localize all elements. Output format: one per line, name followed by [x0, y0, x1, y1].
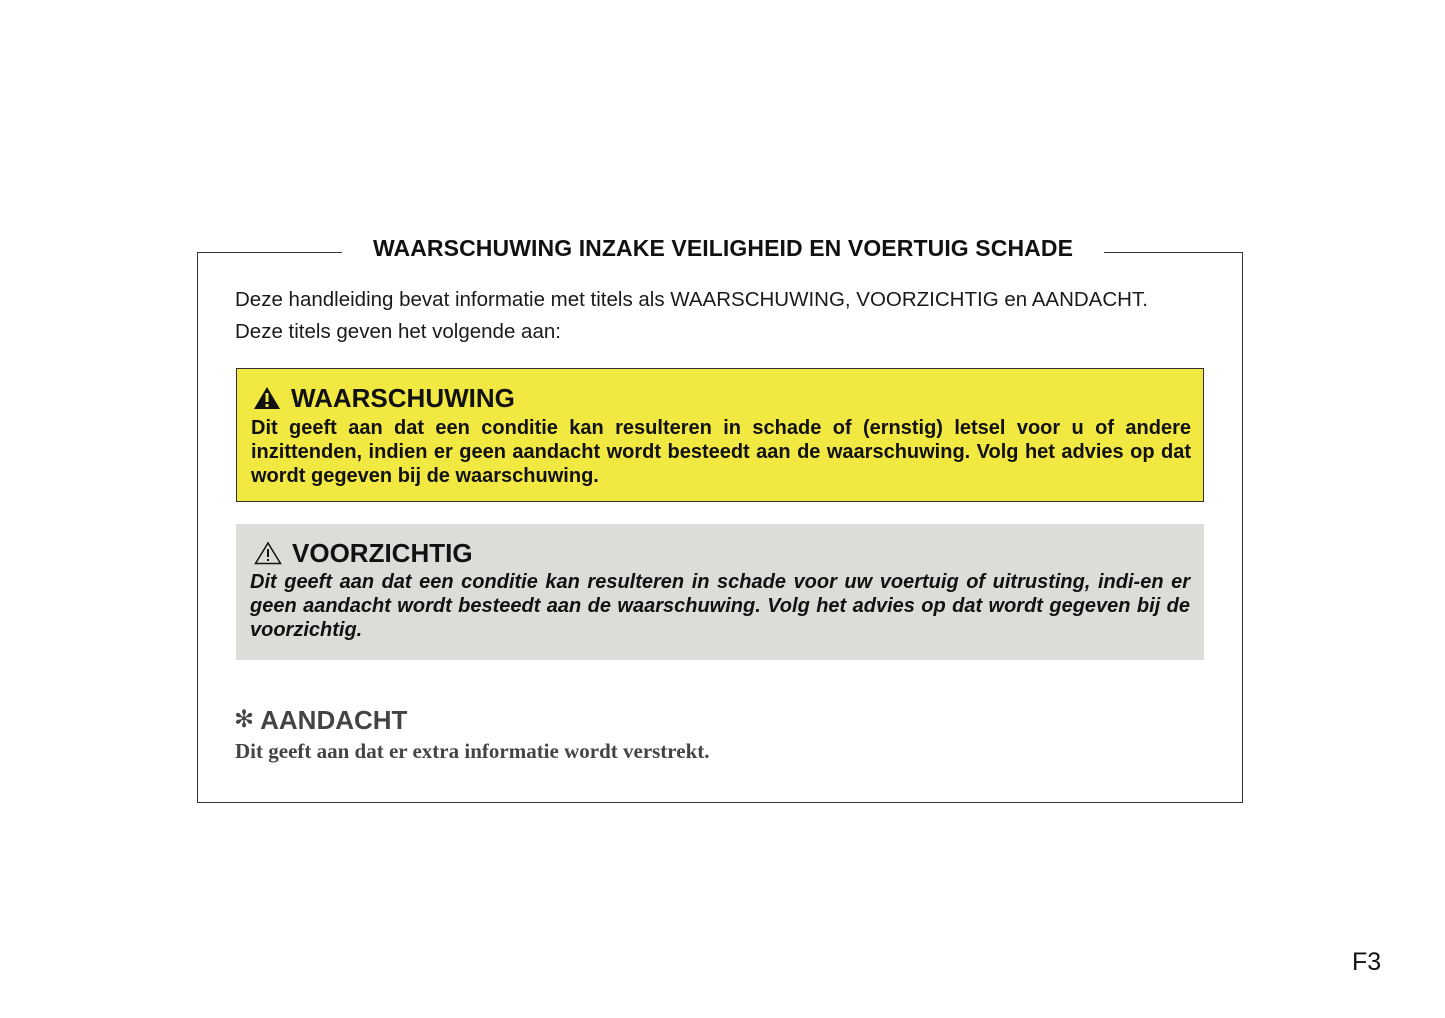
page-number: F3: [1352, 948, 1382, 976]
caution-heading: [254, 538, 473, 568]
caution-triangle-outline-icon: [254, 541, 282, 565]
warning-heading-label: WAARSCHUWING: [291, 383, 515, 413]
intro-text: [235, 284, 1225, 348]
warning-body: Dit geeft aan dat een conditie kan resulteren in schade of (ernstig) letsel voor u of andere inzittenden, indien er geen aandacht wordt besteedt aan de waarschuwing. Volg het advies op dat wordt gegeven bij de waarschuwing.: [251, 417, 1191, 487]
warning-box: [236, 368, 1204, 502]
note-body: Dit geeft aan dat er extra informatie wordt verstrekt.: [235, 739, 710, 763]
caution-body: Dit geeft aan dat een conditie kan resulteren in schade voor uw voertuig of uitrusting, indi-en er geen aandacht wordt besteedt aan de waarschuwing. Volg het advies op dat wordt gegeven bij de voorzichtig.: [250, 571, 1190, 641]
section-title: WAARSCHUWING INZAKE VEILIGHEID EN VOERTUIG SCHADE: [342, 233, 1104, 263]
note-heading: [234, 704, 407, 736]
caution-heading-label: VOORZICHTIG: [292, 538, 473, 568]
warning-triangle-filled-icon: [253, 386, 281, 410]
note-heading-label: AANDACHT: [260, 705, 408, 735]
intro-line-1: Deze handleiding bevat informatie met titels als WAARSCHUWING, VOORZICHTIG en AANDACHT.: [235, 288, 1148, 311]
warning-heading: [253, 383, 515, 413]
caution-box: [236, 524, 1204, 660]
asterisk-icon: ✻: [234, 706, 255, 733]
intro-line-2: Deze titels geven het volgende aan:: [235, 320, 561, 343]
